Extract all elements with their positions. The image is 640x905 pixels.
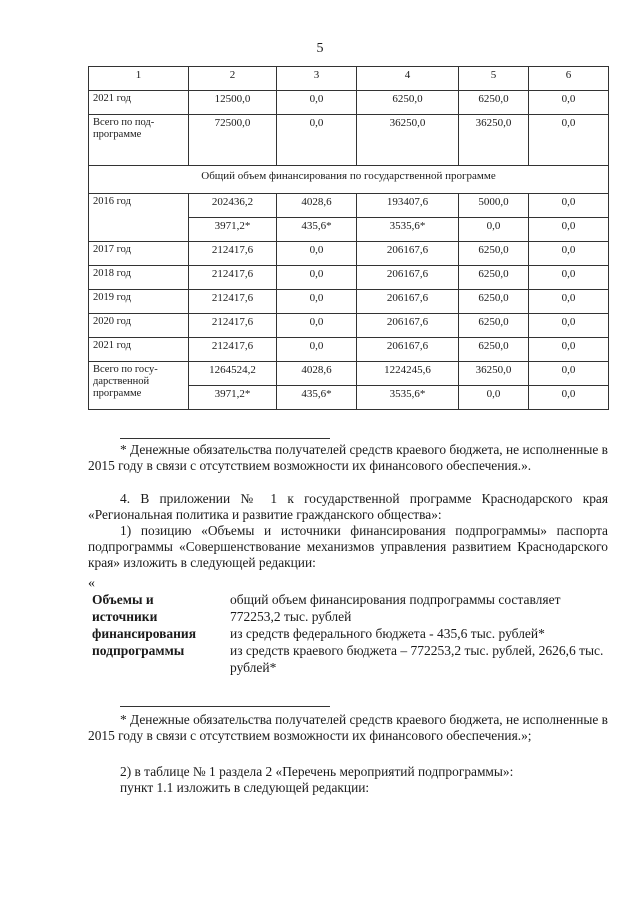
- table-cell: 0,0: [529, 290, 609, 314]
- row-label: 2020 год: [89, 314, 189, 338]
- table-cell: 0,0: [277, 338, 357, 362]
- table-cell: 1264524,2: [189, 362, 277, 386]
- table-header-cell: 5: [459, 67, 529, 91]
- row-label: Всего по под-программе: [89, 115, 189, 166]
- table-cell: 3535,6*: [357, 386, 459, 410]
- table-cell: 36250,0: [459, 115, 529, 166]
- table-cell: 0,0: [277, 115, 357, 166]
- table-cell: 0,0: [277, 266, 357, 290]
- table-cell: 193407,6: [357, 194, 459, 218]
- paragraph-2: 2) в таблице № 1 раздела 2 «Перечень мероприятий подпрограммы»:: [120, 764, 514, 779]
- table-cell: 6250,0: [459, 338, 529, 362]
- table-row: [89, 266, 609, 290]
- row-label: 2018 год: [89, 266, 189, 290]
- table-header-cell: 2: [189, 67, 277, 91]
- table-cell: 6250,0: [459, 314, 529, 338]
- section-title-row: [89, 166, 609, 194]
- table-cell: 0,0: [529, 194, 609, 218]
- table-cell: 212417,6: [189, 290, 277, 314]
- paragraph-4-1: 1) позицию «Объемы и источники финансирования подпрограммы» паспорта подпрограммы «Совершенствование механизмов управления развитием Краснодарского края» изложить в следующей редакции:: [88, 523, 608, 570]
- paragraph-4: 4. В приложении № 1 к государственной программе Краснодарского края «Региональная политика и развитие гражданского общества»:: [88, 491, 608, 522]
- table-cell: 12500,0: [189, 91, 277, 115]
- footnote-separator: [120, 438, 330, 439]
- table-row: [89, 362, 609, 386]
- section-title: Общий объем финансирования по государственной программе: [89, 166, 609, 194]
- table-cell: 72500,0: [189, 115, 277, 166]
- table-cell: 0,0: [277, 91, 357, 115]
- row-label: Всего по госу-дарственной программе: [89, 362, 189, 410]
- table-cell: 206167,6: [357, 314, 459, 338]
- table-cell: 0,0: [529, 314, 609, 338]
- table-cell: 435,6*: [277, 218, 357, 242]
- table-cell: 212417,6: [189, 266, 277, 290]
- row-label: 2016 год: [89, 194, 189, 242]
- table-header-cell: 6: [529, 67, 609, 91]
- passport-line-1: общий объем финансирования подпрограммы составляет 772253,2 тыс. рублей: [230, 592, 561, 624]
- table-row: [89, 194, 609, 218]
- table-cell: 0,0: [529, 242, 609, 266]
- table-cell: 4028,6: [277, 194, 357, 218]
- table-cell: 3971,2*: [189, 218, 277, 242]
- row-label: 2019 год: [89, 290, 189, 314]
- table-cell: 0,0: [529, 91, 609, 115]
- table-cell: 6250,0: [459, 91, 529, 115]
- table-cell: 6250,0: [357, 91, 459, 115]
- table-row: [89, 91, 609, 115]
- passport-label: Объемы и источники финансирования подпрограммы: [92, 592, 197, 658]
- table-cell: 0,0: [529, 338, 609, 362]
- table-cell: 206167,6: [357, 242, 459, 266]
- footnote-separator-2: [120, 706, 330, 707]
- table-cell: 36250,0: [459, 362, 529, 386]
- table-cell: 202436,2: [189, 194, 277, 218]
- table-row: [89, 242, 609, 266]
- paragraph-2-1: пункт 1.1 изложить в следующей редакции:: [120, 780, 370, 795]
- table-cell: 0,0: [529, 362, 609, 386]
- row-label: 2017 год: [89, 242, 189, 266]
- table-cell: 5000,0: [459, 194, 529, 218]
- table-header-cell: 1: [89, 67, 189, 91]
- table-cell: 0,0: [277, 314, 357, 338]
- opening-quote: «: [88, 576, 95, 591]
- table-cell: 212417,6: [189, 338, 277, 362]
- table-cell: 6250,0: [459, 290, 529, 314]
- table-header-cell: 3: [277, 67, 357, 91]
- table-cell: 206167,6: [357, 266, 459, 290]
- table-cell: 1224245,6: [357, 362, 459, 386]
- table-cell: 3535,6*: [357, 218, 459, 242]
- table-cell: 6250,0: [459, 266, 529, 290]
- table-cell: 206167,6: [357, 338, 459, 362]
- table-header-cell: 4: [357, 67, 459, 91]
- footnote-1: * Денежные обязательства получателей средств краевого бюджета, не исполненные в 2015 году в связи с отсутствием возможности их финансового обеспечения.».: [88, 442, 608, 473]
- row-label: 2021 год: [89, 338, 189, 362]
- table-cell: 0,0: [277, 290, 357, 314]
- table-cell: 0,0: [459, 218, 529, 242]
- table-cell: 3971,2*: [189, 386, 277, 410]
- table-cell: 212417,6: [189, 242, 277, 266]
- table-cell: 6250,0: [459, 242, 529, 266]
- row-label: 2021 год: [89, 91, 189, 115]
- passport-line-3: из средств краевого бюджета – 772253,2 тыс. рублей, 2626,6 тыс. рублей*: [230, 643, 604, 675]
- table-row: [89, 314, 609, 338]
- table-row: [89, 290, 609, 314]
- table-cell: 0,0: [529, 266, 609, 290]
- table-cell: 206167,6: [357, 290, 459, 314]
- footnote-2: * Денежные обязательства получателей средств краевого бюджета, не исполненные в 2015 году в связи с отсутствием возможности их финансового обеспечения.»;: [88, 712, 608, 743]
- table-cell: 4028,6: [277, 362, 357, 386]
- financing-table: [88, 66, 609, 410]
- table-cell: 212417,6: [189, 314, 277, 338]
- table-cell: 0,0: [529, 386, 609, 410]
- page-number: 5: [316, 41, 324, 56]
- passport-text: [230, 591, 610, 676]
- table-cell: 0,0: [459, 386, 529, 410]
- table-cell: 0,0: [277, 242, 357, 266]
- table-cell: 0,0: [529, 218, 609, 242]
- table-cell: 435,6*: [277, 386, 357, 410]
- table-row: [89, 338, 609, 362]
- table-row: [89, 115, 609, 166]
- table-cell: 0,0: [529, 115, 609, 166]
- table-cell: 36250,0: [357, 115, 459, 166]
- passport-line-2: из средств федерального бюджета - 435,6 тыс. рублей*: [230, 626, 545, 641]
- table-header-row: [89, 67, 609, 91]
